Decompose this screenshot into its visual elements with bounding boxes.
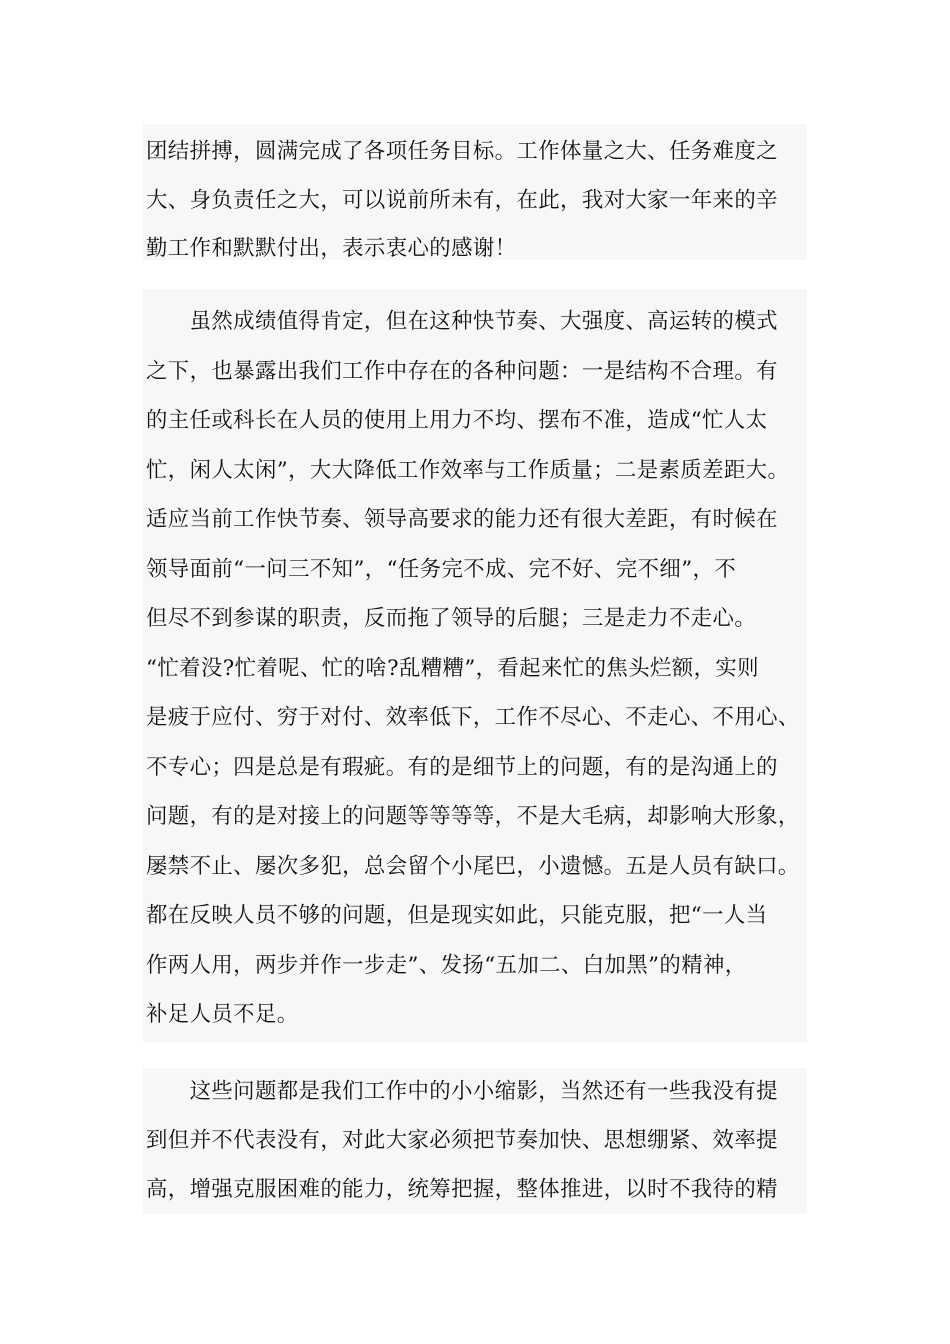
paragraph-line: 不专心；四是总是有瑕疵。有的是细节上的问题，有的是沟通上的 <box>146 755 778 780</box>
paragraph-line: 领导面前“一问三不知”，“任务完不成、完不好、完不细”，不 <box>146 557 737 582</box>
paragraph-1 <box>143 124 807 260</box>
paragraph-line: 团结拼搏，圆满完成了各项任务目标。工作体量之大、任务难度之 <box>146 139 778 164</box>
paragraph-line: 问题，有的是对接上的问题等等等等，不是大毛病，却影响大形象， <box>146 804 800 829</box>
paragraph-line: 虽然成绩值得肯定，但在这种快节奏、大强度、高运转的模式 <box>146 309 778 334</box>
paragraph-line: 但尽不到参谋的职责，反而拖了领导的后腿；三是走力不走心。 <box>146 606 757 631</box>
paragraph-line: “忙着没?忙着呢、忙的啥?乱糟糟”，看起来忙的焦头烂额，实则 <box>146 656 759 681</box>
paragraph-line: 这些问题都是我们工作中的小小缩影，当然还有一些我没有提 <box>146 1079 778 1104</box>
paragraph-line: 忙，闲人太闲”，大大降低工作效率与工作质量；二是素质差距大。 <box>146 458 790 483</box>
paragraph-line: 到但并不代表没有，对此大家必须把节奏加快、思想绷紧、效率提 <box>146 1128 778 1153</box>
paragraph-line: 之下，也暴露出我们工作中存在的各种问题：一是结构不合理。有 <box>146 359 778 384</box>
paragraph-line: 适应当前工作快节奏、领导高要求的能力还有很大差距，有时候在 <box>146 507 778 532</box>
paragraph-line: 是疲于应付、穷于对付、效率低下，工作不尽心、不走心、不用心、 <box>146 705 800 730</box>
paragraph-line: 屡禁不止、屡次多犯，总会留个小尾巴，小遗憾。五是人员有缺口。 <box>146 854 800 879</box>
paragraph-line: 都在反映人员不够的问题，但是现实如此，只能克服，把“一人当 <box>146 903 768 928</box>
paragraph-line: 勤工作和默默付出，表示衷心的感谢！ <box>146 236 517 261</box>
paragraph-2 <box>143 289 807 1043</box>
paragraph-line: 补足人员不足。 <box>146 1002 299 1027</box>
paragraph-line: 作两人用，两步并作一步走”、发扬“五加二、白加黑”的精神， <box>146 953 747 978</box>
paragraph-line: 大、身负责任之大，可以说前所未有，在此，我对大家一年来的辛 <box>146 188 778 213</box>
paragraph-line: 的主任或科长在人员的使用上用力不均、摆布不准，造成“忙人太 <box>146 408 768 433</box>
paragraph-line: 高，增强克服困难的能力，统筹把握，整体推进，以时不我待的精 <box>146 1177 778 1202</box>
paragraph-3 <box>143 1068 807 1214</box>
